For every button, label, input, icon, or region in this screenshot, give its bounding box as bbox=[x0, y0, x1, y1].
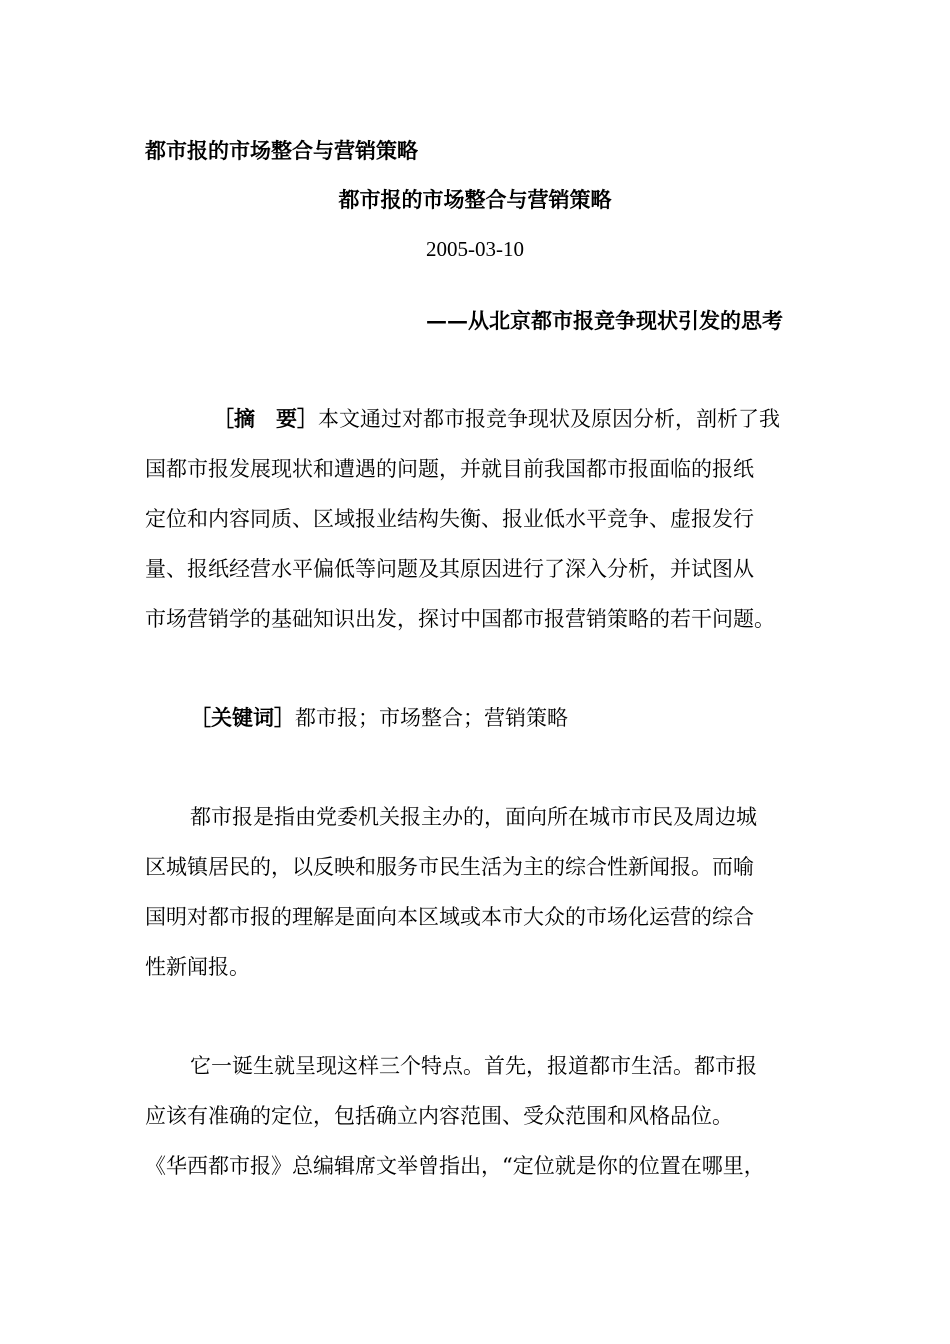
document-subtitle: ——从北京都市报竞争现状引发的思考 bbox=[426, 308, 783, 333]
keywords-label: ［关键词］ bbox=[190, 705, 295, 730]
body1-line-1: 都市报是指由党委机关报主办的，面向所在城市市民及周边城 bbox=[190, 805, 757, 829]
keywords-line bbox=[145, 705, 805, 755]
keywords-text: 都市报；市场整合；营销策略 bbox=[295, 706, 568, 730]
document-header-title: 都市报的市场整合与营销策略 bbox=[145, 138, 418, 163]
keywords-paragraph bbox=[145, 705, 805, 755]
abstract-line-4: 量、报纸经营水平偏低等问题及其原因进行了深入分析，并试图从 bbox=[145, 557, 754, 581]
body-paragraph-2 bbox=[145, 1053, 805, 1203]
abstract-text: 本文通过对都市报竞争现状及原因分析，剖析了我 bbox=[318, 407, 780, 431]
abstract-line-5: 市场营销学的基础知识出发，探讨中国都市报营销策略的若干问题。 bbox=[145, 607, 775, 631]
document-date: 2005-03-10 bbox=[426, 237, 524, 261]
abstract-label: ［摘 要］ bbox=[213, 406, 318, 431]
document-title: 都市报的市场整合与营销策略 bbox=[338, 187, 612, 212]
abstract-line-2: 国都市报发展现状和遭遇的问题，并就目前我国都市报面临的报纸 bbox=[145, 457, 754, 481]
body1-line-3: 国明对都市报的理解是面向本区域或本市大众的市场化运营的综合 bbox=[145, 905, 754, 929]
body2-line-2: 应该有准确的定位，包括确立内容范围、受众范围和风格品位。 bbox=[145, 1104, 733, 1128]
body2-line-1: 它一诞生就呈现这样三个特点。首先，报道都市生活。都市报 bbox=[190, 1054, 757, 1078]
abstract-line-1 bbox=[145, 406, 805, 456]
body1-line-4: 性新闻报。 bbox=[145, 955, 250, 979]
body1-line-2: 区城镇居民的，以反映和服务市民生活为主的综合性新闻报。而喻 bbox=[145, 855, 754, 879]
body-paragraph-1 bbox=[145, 804, 805, 1004]
abstract-line-3: 定位和内容同质、区域报业结构失衡、报业低水平竞争、虚报发行 bbox=[145, 507, 754, 531]
abstract-paragraph bbox=[145, 406, 805, 656]
body2-line-3: 《华西都市报》总编辑席文举曾指出，“定位就是你的位置在哪里， bbox=[145, 1154, 765, 1178]
